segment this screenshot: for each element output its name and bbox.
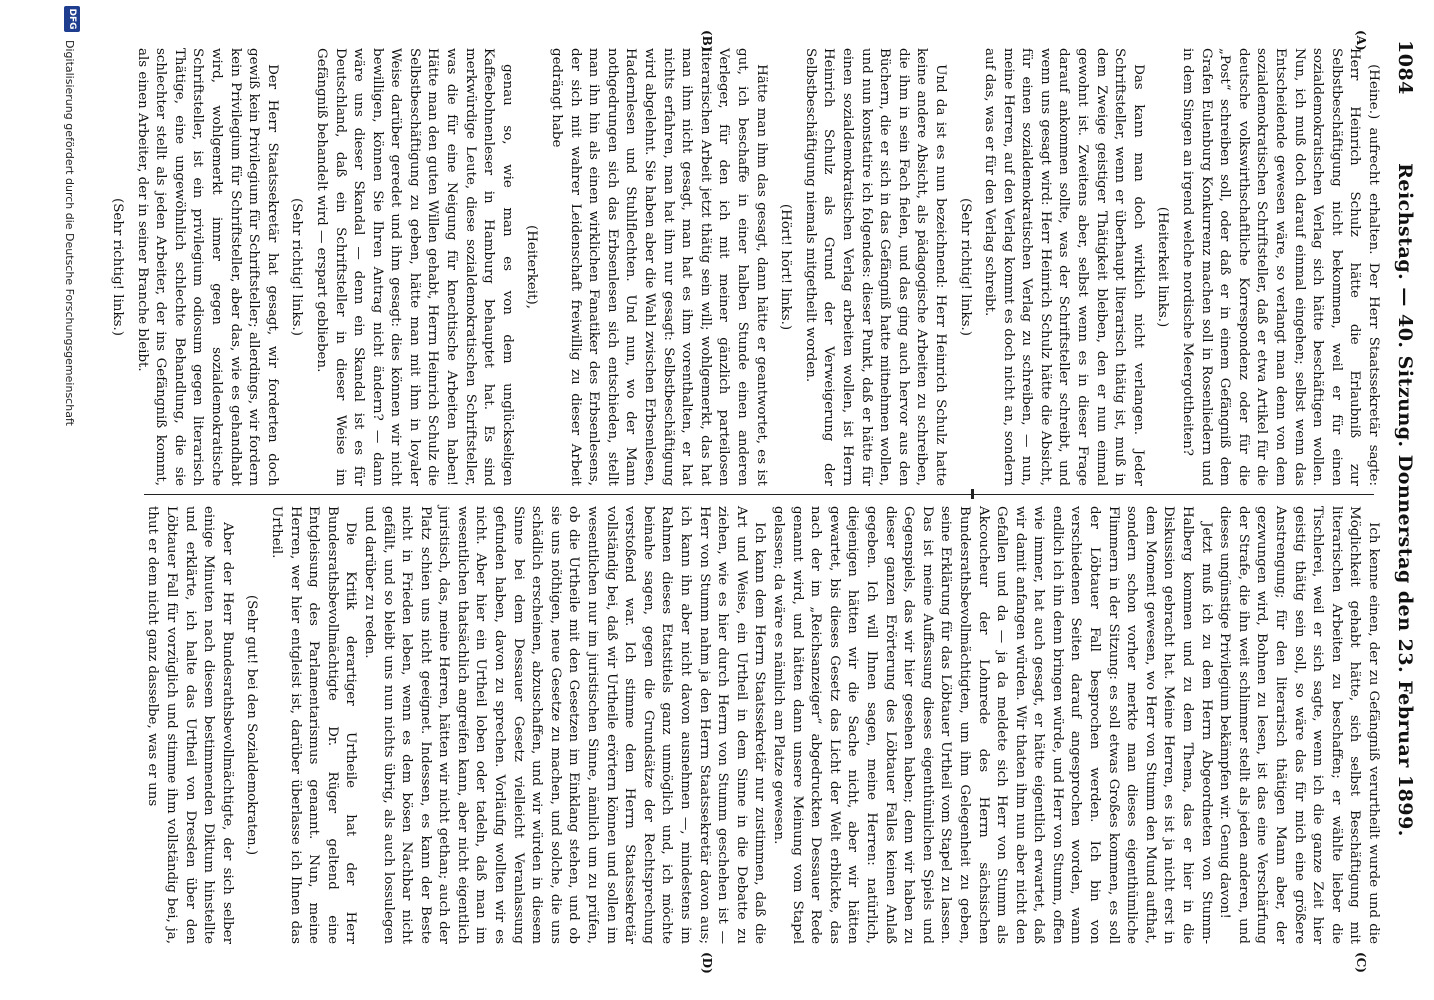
paragraph: Jetzt muß ich zu dem Herrn Abgeordneten von Stumm-Halberg kommen und zu dem Thema, das er hier in die Diskussion gebracht hat. Meine Herren, es ist ja nicht erst in dem Moment gewesen, wo Herr von Stumm den Mund aufthat, sondern schon vorher merkte man dieses eigenthümliche Flimmern in der Sitzung: es soll etwas Großes kommen, es soll der Löbtauer Fall besprochen werden. Ich bin von verschiedenen Seiten darauf angesprochen worden, wann endlich ich ihn denn bringen würde, und Herr von Stumm, offen wie immer, hat auch gesagt, er hätte eigentlich erwartet, daß wir damit anfangen würden. Wir thaten ihm nun aber nicht den Gefallen und da — ja da meldete sich Herr von Stumm als Akcoucheur der Lohnrede des Herrn sächsischen Bundesrathsbevollmächtigten, um ihm Gelegenheit zu geben, seine Erklärung für das Löbtauer Urtheil vom Stapel zu lassen. Das ist meine Auffassung dieses eigenthümlichen Spiels und Gegenspiels, das wir hier gesehen haben; denn wir haben zu dieser ganzen Erörterung des Löbtauer Falles keinen Anlaß gegeben. Ich will Ihnen sagen, meine Herren: natürlich, diejenigen hätten wir die Sache nicht, aber wir hätten gewartet, bis dieses Gesetz das Licht der Welt erblickte, das nach der im „Reichsanzeiger“ abgedruckten Dessauer Rede genannt wird, und hätten dann unsere Meinung vom Stapel gelassen; da wäre es nämlich am Platze gewesen.: [771, 506, 1214, 944]
margin-letter-c: (C): [1354, 952, 1368, 973]
column-divider: [144, 494, 1374, 495]
paragraph: Das kann man doch wirklich nicht verlangen. Jeder Schriftsteller, wenn er überhaupt literarisch thätig ist, muß in dem Zweige geistiger Thätigkeit bleiben, den er nun einmal gewohnt ist. Zweitens aber, selbst wenn es in dieser Frage darauf ankommen sollte, was der Schriftsteller schreibt, und wenn uns gesagt wird: Herr Heinrich Schulz hätte die Absicht, für einen sozialdemokratischen Verlag zu schreiben, — nun, meine Herren, auf den Verlag kommt es doch nicht an, sondern auf das, was er für den Verlag schreibt.: [982, 48, 1146, 486]
reaction: (Sehr richtig! links.): [289, 198, 305, 336]
reaction: (Sehr richtig! links.): [957, 198, 973, 336]
funding-notice: Digitalisierung gefördert durch die Deutsche Forschungsgemeinschaft: [63, 40, 76, 426]
rotated-page: [63, 0, 1434, 1000]
paragraph: Hätte man ihm das gesagt, dann hätte er geantwortet, es ist gut, ich beschaffe in einer halben Stunde einen anderen Verleger, für den ich mit meiner gänzlich parteilosen literarischen Arbeit jetzt thätig sein will; wohlgemerkt, das hat man ihm nicht gesagt, man hat es ihm vorenthalten, er hat nichts erfahren, man hat ihm nur gesagt: Selbstbeschäftigung wird abgelehnt. Sie haben aber die Wahl zwischen Erbsenlesen, Hadernlesen und Stuhlflechten. Und nun, wo der Mann nothgedrungen sich das Erbsenlesen sich entschieden, stellt man ihn hin als einen wirklichen Fanatiker des Erbsenlesens, der sich mit wahrer Leidenschaft freiwillig zu dieser Arbeit gedrängt habe: [549, 48, 769, 486]
page-title: Reichstag. — 40. Sitzung. Donnerstag den 23. Februar 1899.: [1394, 163, 1416, 837]
paragraph: (Heine.) aufrecht erhalten. Der Herr Staatssekretär sagte: Herr Heinrich Schulz hätte die Erlaubniß zur Selbstbeschäftigung nicht bekommen, weil er für einen sozialdemokratischen Verlag sich hätte beschäftigen wollen. Nun, ich muß doch darauf einmal eingehen; selbst wenn das Entscheidende gewesen wäre, so verlangt man denn von dem sozialdemokratischen Schriftsteller, daß er etwa Artikel für die deutsche volkswirthschaftliche Korrespondenz oder für die „Post“ schreiben soll, oder daß er in einem Gefängniß dem Grafen Eulenburg Konkurrenz machen soll in Rosenliedern und in dem Singen an irgend welche nordische Meergottheiten?: [1180, 48, 1381, 486]
paragraph: Und da ist es nun bezeichnend: Herr Heinrich Schulz hatte keine andere Absicht, als pädagogische Arbeiten zu schreiben, die ihm in sein Fach fielen, und das ging auch hervor aus den Büchern, die er sich in das Gefängniß hatte mitnehmen wollen, und nun konstatire ich folgendes: dieser Punkt, daß er hätte für einen sozialdemokratischen Verlag arbeiten wollen, ist Herrn Heinrich Schulz als Grund der Verweigerung der Selbstbeschäftigung niemals mitgetheilt worden.: [802, 48, 948, 486]
page-number: 1084: [1394, 40, 1416, 95]
margin-letter-d: (D): [700, 952, 714, 974]
paragraph: Ich kenne einen, der zu Gefängniß verurtheilt wurde und die Möglichkeit gehabt hätte, sich selbst Beschäftigung mit literarischen Arbeiten zu beschaffen; er wählte lieber die Tischlerei, weil er sich sagte, wenn ich die ganze Zeit hier geistig thätig sein soll, so wäre das für mich eine größere Anstrengung; für den literarisch thätigen Mann aber, der gezwungen wird, Bohnen zu lesen, ist das eine Verschärfung der Strafe, die ihn weit schlimmer stellt als jeden anderen, und dieses ungünstige Privilegium bekämpfen wir. Genug davon!: [1217, 506, 1381, 944]
paragraph: Ich kann dem Herrn Staatssekretär nur zustimmen, daß die Art und Weise, ein Urtheil in dem Sinne in die Debatte zu ziehen, wie es hier durch Herrn von Stumm geschehen ist — Herr von Stumm nahm ja den Herrn Staatssekretär davon aus; ich kann ihn aber nicht davon ausnehmen —, mindestens im Rahmen dieses Etatstitels ganz unmöglich und, ich möchte beinahe sagen, gegen die Grundsätze der Rechtsprechung verstoßend war. Ich stimme dem Herrn Staatssekretär vollständig bei, daß wir Urtheile erörtern können und sollen im wesentlichen nur im juristischen Sinne, nämlich um zu prüfen, ob die Urtheile mit den Gesetzen im Einklang stehen, und ob sie uns nöthigen, neue Gesetze zu machen, und solche, die uns schädlich erscheinen, abzuschaffen, und wir würden in diesem Sinne bei dem Dessauer Gesetz vielleicht Veranlassung gefunden haben, davon zu sprechen. Vorläufig wollten wir es nicht. Aber hier ein Urtheil loben oder tadeln, daß man im wesentlichen thatsächlich angreifen kann, aber nicht eigentlich juristisch, das, meine Herren, hätten wir nicht gethan; auch der Platz schien uns nicht geeignet. Indessen, es kann der Beste nicht in Frieden leben, wenn es dem bösen Nachbar nicht gefällt, und so bleibt uns nun nichts übrig, als auch lossulegen und darüber zu reden.: [361, 506, 768, 944]
reaction: (Sehr gut! bei den Sozialdemokraten.): [244, 594, 260, 856]
paragraph: Die Kritik derartiger Urtheile hat der Herr Bundesrathsbevollmächtigte Dr. Rüger geltend eine Entgleisung des Parlamentarismus genannt. Nun, meine Herren, wer hier entgleist ist, darüber überlasse ich Ihnen das Urtheil.: [268, 506, 359, 944]
page-header: [1382, 40, 1426, 960]
paragraph: Aber der Herr Bundesrathsbevollmächtigte, der sich selber einige Minuten nach diesem bestimmenden Diktum hinstellte und erklärte, ich halte das Urtheil von Dresden über den Löbtauer Fall für vorzüglich und stimme ihm vollständig bei, ja, thut er dem nicht ganz dasselbe, was er uns: [145, 506, 235, 944]
left-column: [110, 48, 1382, 486]
margin-letter-a: (A): [1354, 30, 1368, 51]
column-divider-mark: [971, 489, 974, 499]
reaction: (Sehr richtig! links.): [110, 198, 125, 336]
dfg-logo: DFG: [64, 6, 80, 32]
reaction: (Heiterkeit links.): [1155, 206, 1171, 328]
margin-letter-b: (B): [700, 30, 714, 52]
reaction: (Hört! hört! links.): [778, 203, 794, 331]
paragraph: genau so, wie man es von dem unglückseligen Kaffeebohnenleser in Hamburg behauptet hat. Es sind merkwürdige Leute, diese sozialdemokratischen Schriftsteller, was die für eine Neigung für knechtische Arbeiten haben! Hätte man den guten Willen gehabt, Herrn Heinrich Schulz die Selbstbeschäftigung zu geben, hätte man mit ihm in loyaler Weise darüber geredet und ihm gesagt: dies können wir nicht bewilligen, können Sie Ihren Antrag nicht ändern? — dann wäre uns dieser Skandal — denn ein Skandal ist es für Deutschland, daß ein Schriftsteller in dieser Weise im Gefängniß behandelt wird — erspart geblieben.: [313, 48, 515, 486]
paragraph: Der Herr Staatssekretär hat gesagt, wir forderten doch gewiß kein Privilegium für Schriftsteller; allerdings, wir fordern kein Privilegium für Schriftsteller, aber das, wie es gehandhabt wird, wohlgemerkt immer gegen sozialdemokratische Schriftsteller, ist ein privilegium odiosum gegen literarisch Thätige, eine ungewöhnlich schlechte Behandlung, die sie schlechter stellt als jeden Arbeiter, der ins Gefängniß kommt, als einen Arbeiter, der in seiner Branche bleibt.: [134, 48, 280, 486]
reaction: (Heiterkeit),: [524, 225, 540, 309]
right-column: [142, 506, 1382, 944]
page-footer: [46, 0, 86, 1000]
